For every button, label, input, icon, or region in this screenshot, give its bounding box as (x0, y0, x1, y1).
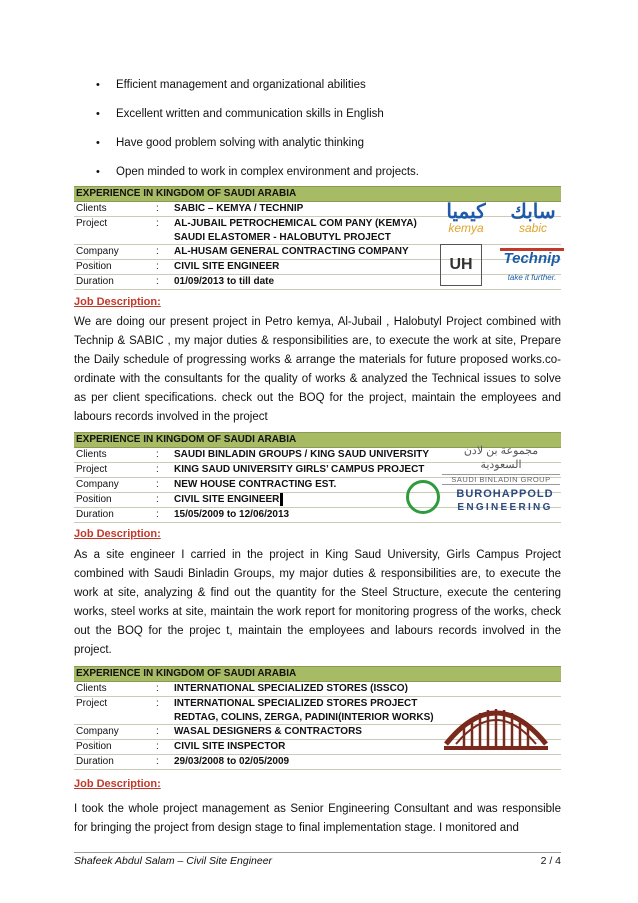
section-heading: EXPERIENCE IN KINGDOM OF SAUDI ARABIA (74, 666, 561, 682)
text-cursor (280, 493, 283, 506)
table-row: Clients : INTERNATIONAL SPECIALIZED STORES (ISSCO) (74, 682, 561, 697)
page-number: 2 / 4 (540, 855, 561, 867)
technip-logo: Technip take it further. (500, 248, 564, 282)
job-description-text: We are doing our present project in Petro kemya, Al-Jubail , Halobutyl Project combined with Technip & SABIC , my major duties & responsibilities are, to execute the work at site, Prepare the Daily schedule of progressing works & arrange the materials for future proposed works.co-ordinate with the consultants for the quality of works & analyzed the Technical issues to solve as per client specifications. check out the BOQ for the project, maintain the employees and labours records involved in the project (74, 316, 561, 423)
arch-building-icon (440, 686, 552, 756)
job-description-title: Job Description: (74, 778, 161, 790)
table-row: Company : AL-HUSAM GENERAL CONTRACTING COMPANY (74, 245, 561, 260)
job-description-text: As a site engineer I carried in the project in King Saud University, Girls Campus Project combined with Saudi Binladin Groups, my major duties & responsibilities are, to execute the work at site, analyzing & find out the quantity for the Steel Structure, execute the centering works, steel works at site, maintain the work report for monitoring progress of the works, check out the BOQ for the projec t, maintain the employees and labours records involved in the project. (74, 549, 561, 656)
job-description-text: I took the whole project management as Senior Engineering Consultant and was responsible for bringing the project from design stage to final implementation stage. I monitored and (74, 803, 561, 834)
sbg-logo: مجموعة بن لادن السعودية SAUDI BINLADIN GROUP (442, 444, 560, 485)
table-row: Position : CIVIL SITE INSPECTOR (74, 740, 561, 755)
green-sc-logo (406, 480, 440, 514)
table-row: Company : NEW HOUSE CONTRACTING EST. (74, 478, 561, 493)
section-heading: EXPERIENCE IN KINGDOM OF SAUDI ARABIA (74, 432, 561, 448)
client-logos-2 (404, 444, 562, 522)
section-heading: EXPERIENCE IN KINGDOM OF SAUDI ARABIA (74, 186, 561, 202)
bullet-icon: • (96, 79, 100, 91)
table-row: Project : KING SAUD UNIVERSITY GIRLS’ CAMPUS PROJECT (74, 463, 561, 478)
job-description-title: Job Description: (74, 296, 161, 308)
sabic-logo: سابك sabic (510, 201, 556, 235)
page-footer (74, 852, 561, 867)
table-row: Project : INTERNATIONAL SPECIALIZED STORES PROJECT REDTAG, COLINS, ZERGA, PADINI(INTERIOR WORKS) (74, 697, 561, 725)
table-row: Company : WASAL DESIGNERS & CONTRACTORS (74, 725, 561, 740)
table-row: Duration : 29/03/2008 to 02/05/2009 (74, 755, 561, 770)
list-item: • Excellent written and communication skills in English (96, 108, 384, 120)
kemya-logo: كيميا kemya (446, 201, 486, 235)
issco-arch-logo (440, 686, 552, 756)
bullet-icon: • (96, 108, 100, 120)
bullet-icon: • (96, 166, 100, 178)
list-item: • Efficient management and organizational abilities (96, 79, 366, 91)
footer-author: Shafeek Abdul Salam – Civil Site Engineer (74, 855, 273, 867)
table-row: Position : CIVIL SITE ENGINEER (74, 260, 561, 275)
burohappold-logo: BUROHAPPOLD ENGINEERING (456, 488, 554, 513)
client-logos-1 (436, 202, 564, 288)
job-description-title: Job Description: (74, 528, 161, 540)
table-row: Project : AL-JUBAIL PETROCHEMICAL COM PANY (KEMYA) SAUDI ELASTOMER - HALOBUTYL PROJECT (74, 217, 561, 245)
skills-list (96, 79, 566, 195)
table-row: Clients : SABIC – KEMYA / TECHNIP (74, 202, 561, 217)
table-row: Clients : SAUDI BINLADIN GROUPS / KING SAUD UNIVERSITY (74, 448, 561, 463)
table-row: Position : CIVIL SITE ENGINEER (74, 493, 561, 508)
bullet-icon: • (96, 137, 100, 149)
uh-logo: UH (440, 244, 482, 286)
table-row: Duration : 01/09/2013 to till date (74, 275, 561, 290)
table-row: Duration : 15/05/2009 to 12/06/2013 (74, 508, 561, 523)
list-item: • Have good problem solving with analytic thinking (96, 137, 365, 149)
list-item: • Open minded to work in complex environment and projects. (96, 166, 419, 178)
